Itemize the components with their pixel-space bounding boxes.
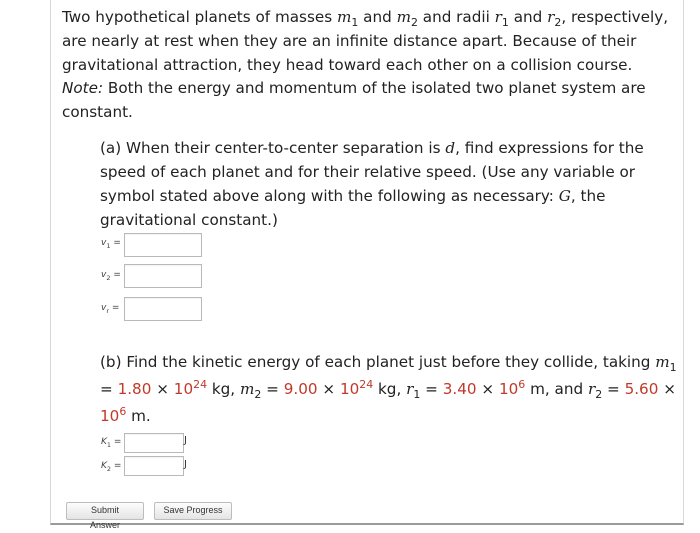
- vr-label: $v_r$ =: [101, 303, 120, 315]
- save-progress-button[interactable]: Save Progress: [154, 502, 232, 520]
- v1-answer-input[interactable]: [124, 233, 202, 257]
- k1-answer-input[interactable]: [124, 433, 184, 453]
- v2-label: $v_2$ =: [101, 270, 121, 282]
- part-b-text: (b) Find the kinetic energy of each planet just before they collide, taking $m_1 = 1.80 \times 10^{24}$ kg, $m_2 = 9.00 \times 10^{24}$ kg, $r_1 = 3.40 \times 10^6$ m, and $r_2 = 5.60 \times 10^6$ m.: [100, 353, 677, 425]
- k1-unit: J: [184, 435, 187, 446]
- k2-answer-input[interactable]: [124, 456, 184, 476]
- submit-answer-button[interactable]: Submit Answer: [66, 502, 144, 520]
- v1-label: $v_1$ =: [101, 238, 121, 250]
- k2-label: $K_2$ =: [101, 461, 122, 473]
- v2-answer-input[interactable]: [124, 264, 202, 288]
- vr-answer-input[interactable]: [124, 297, 202, 321]
- part-a-text: (a) When their center-to-center separation is d, find expressions for the speed of each planet and for their relative speed. (Use any variable or symbol stated above along with the following as necessary: G, the gravitational constant.): [100, 139, 644, 229]
- k2-unit: J: [184, 459, 187, 470]
- k1-label: $K_1$ =: [101, 437, 122, 449]
- problem-statement: Two hypothetical planets of masses $m_1$ and $m_2$ and radii $r_1$ and $r_2$, respectively, are nearly at rest when they are an infinite distance apart. Because of their gravitational attraction, they head toward each other on a collision course. Note: Both the energy and momentum of the isolated two planet system are constant.: [62, 8, 669, 122]
